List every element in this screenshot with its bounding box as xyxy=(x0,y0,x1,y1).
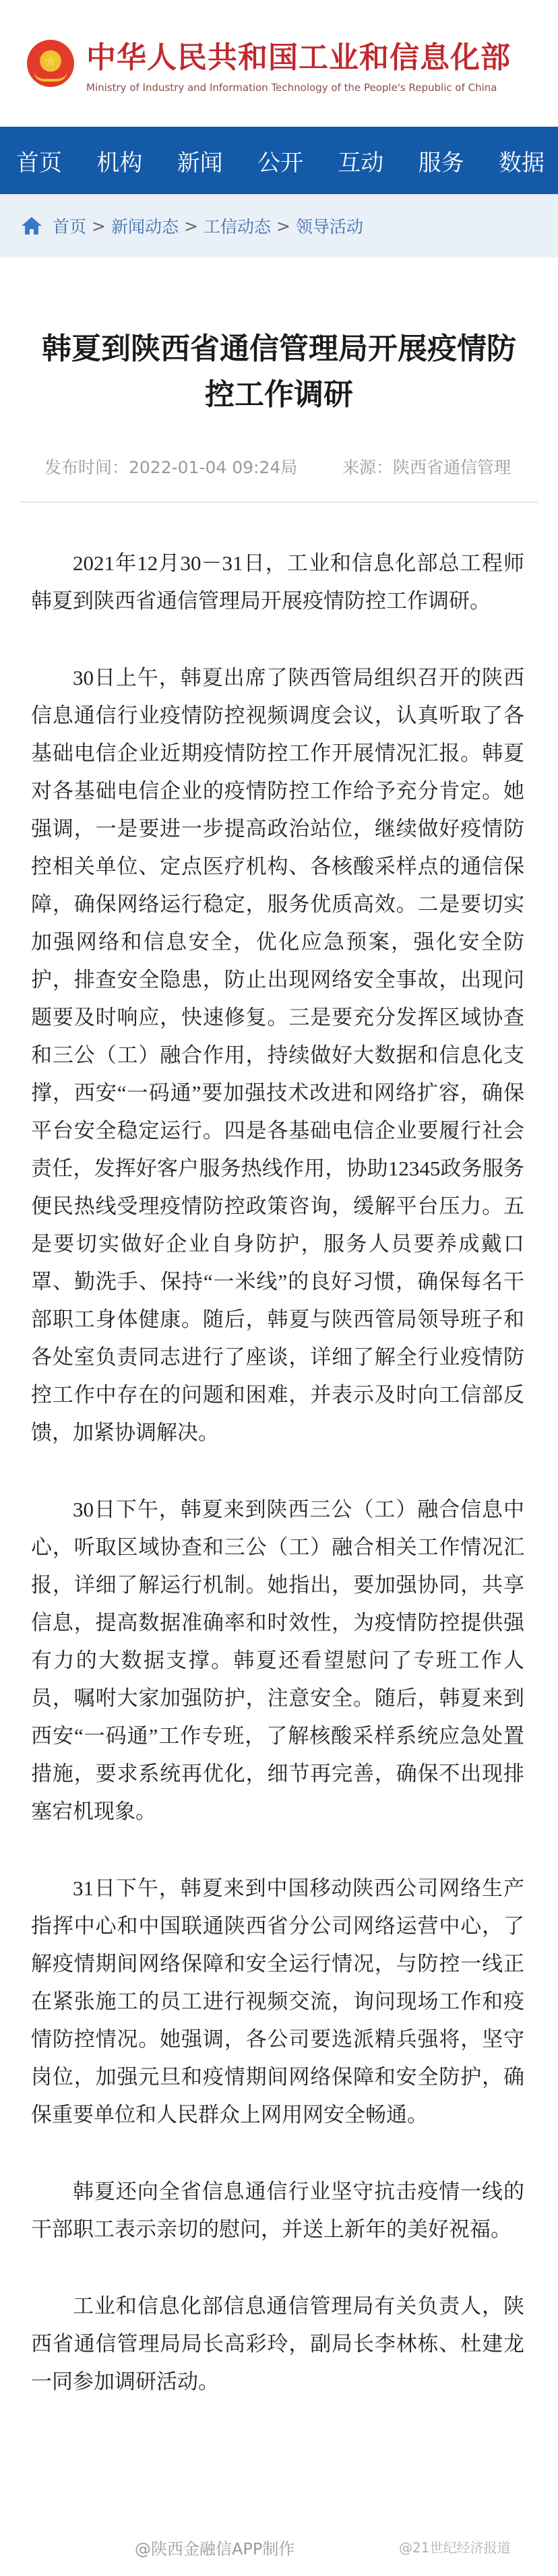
divider xyxy=(20,501,538,503)
breadcrumb-leadership[interactable]: 领导活动 xyxy=(295,217,363,237)
breadcrumb-news[interactable]: 新闻动态 xyxy=(111,217,179,237)
site-title[interactable]: 中华人民共和国工业和信息化部 xyxy=(86,40,511,75)
main-nav xyxy=(0,127,558,194)
article-meta xyxy=(44,457,511,479)
nav-item-interaction[interactable]: 互动 xyxy=(338,149,384,177)
nav-item-home[interactable]: 首页 xyxy=(16,149,62,177)
breadcrumb-home[interactable]: 首页 xyxy=(53,217,87,237)
footer-watermark: @21世纪经济报道 xyxy=(399,2540,511,2556)
article-source: 来源：陕西省通信管理 xyxy=(342,458,511,477)
home-icon[interactable] xyxy=(20,216,43,236)
nav-item-news[interactable]: 新闻 xyxy=(177,149,223,177)
article-body xyxy=(20,545,538,2401)
site-subtitle: Ministry of Industry and Information Technology of the People's Republic of China xyxy=(86,82,497,94)
site-header xyxy=(0,0,558,127)
paragraph: 31日下午，韩夏来到中国移动陕西公司网络生产指挥中心和中国联通陕西省分公司网络运营中心，了解疫情期间网络保障和安全运行情况，与防控一线正在紧张施工的员工进行视频交流，询问现场工作和疫情防控情况。她强调，各公司要选派精兵强将，坚守岗位，加强元旦和疫情期间网络保障和安全防护，确保重要单位和人民群众上网用网安全畅通。 xyxy=(31,1876,524,2126)
site-title-block xyxy=(86,33,511,94)
paragraph: 30日下午，韩夏来到陕西三公（工）融合信息中心，听取区域协查和三公（工）融合相关工作情况汇报，详细了解运行机制。她指出，要加强协同，共享信息，提高数据准确率和时效性，为疫情防控提供强有力的大数据支撑。韩夏还看望慰问了专班工作人员，嘱咐大家加强防护，注意安全。随后，韩夏来到西安“一码通”工作专班，了解核酸采样系统应急处置措施，要求系统再优化，细节再完善，确保不出现排塞宕机现象。 xyxy=(31,1498,524,1823)
nav-item-data[interactable]: 数据 xyxy=(498,149,545,177)
breadcrumb-separator: > xyxy=(276,216,290,236)
article-title: 韩夏到陕西省通信管理局开展疫情防控工作调研 xyxy=(42,332,516,412)
breadcrumb-separator: > xyxy=(92,216,106,236)
breadcrumb-industry-news[interactable]: 工信动态 xyxy=(203,217,271,237)
breadcrumb-separator: > xyxy=(183,216,198,236)
nav-item-service[interactable]: 服务 xyxy=(418,149,464,177)
publish-time: 发布时间：2022-01-04 09:24局 xyxy=(44,458,298,477)
paragraph: 30日上午，韩夏出席了陕西管局组织召开的陕西信息通信行业疫情防控视频调度会议，认真听取了各基础电信企业近期疫情防控工作开展情况汇报。韩夏对各基础电信企业的疫情防控工作给予充分肯定。她强调，一是要进一步提高政治站位，继续做好疫情防控相关单位、定点医疗机构、各核酸采样点的通信保障，确保网络运行稳定，服务优质高效。二是要切实加强网络和信息安全，优化应急预案，强化安全防护，排查安全隐患，防止出现网络安全事故，出现问题要及时响应，快速修复。三是要充分发挥区域协查和三公（工）融合作用，持续做好大数据和信息化支撑，西安“一码通”要加强技术改进和网络扩容，确保平台安全稳定运行。四是各基础电信企业要履行社会责任，发挥好客户服务热线作用，协助12345政务服务便民热线受理疫情防控政策咨询，缓解平台压力。五是要切实做好企业自身防护，服务人员要养成戴口罩、勤洗手、保持“一米线”的良好习惯，确保每名干部职工身体健康。随后，韩夏与陕西管局领导班子和各处室负责同志进行了座谈，详细了解全行业疫情防控工作中存在的问题和困难，并表示及时向工信部反馈，加紧协调解决。 xyxy=(31,666,524,1444)
article xyxy=(0,326,558,2401)
paragraph: 2021年12月30－31日，工业和信息化部总工程师韩夏到陕西省通信管理局开展疫情防控工作调研。 xyxy=(31,551,524,613)
breadcrumb xyxy=(0,194,558,257)
nav-item-organization[interactable]: 机构 xyxy=(96,149,143,177)
footer-bar xyxy=(0,2521,558,2576)
nav-item-public[interactable]: 公开 xyxy=(257,149,303,177)
paragraph: 工业和信息化部信息通信管理局有关负责人，陕西省通信管理局局长高彩玲，副局长李林栋、杜建龙一同参加调研活动。 xyxy=(31,2294,524,2393)
paragraph: 韩夏还向全省信息通信行业坚守抗击疫情一线的干部职工表示亲切的慰问，并送上新年的美好祝福。 xyxy=(31,2180,524,2241)
national-emblem-icon[interactable] xyxy=(27,40,74,87)
footer-credit: @陕西金融信APP制作 xyxy=(135,2540,295,2558)
